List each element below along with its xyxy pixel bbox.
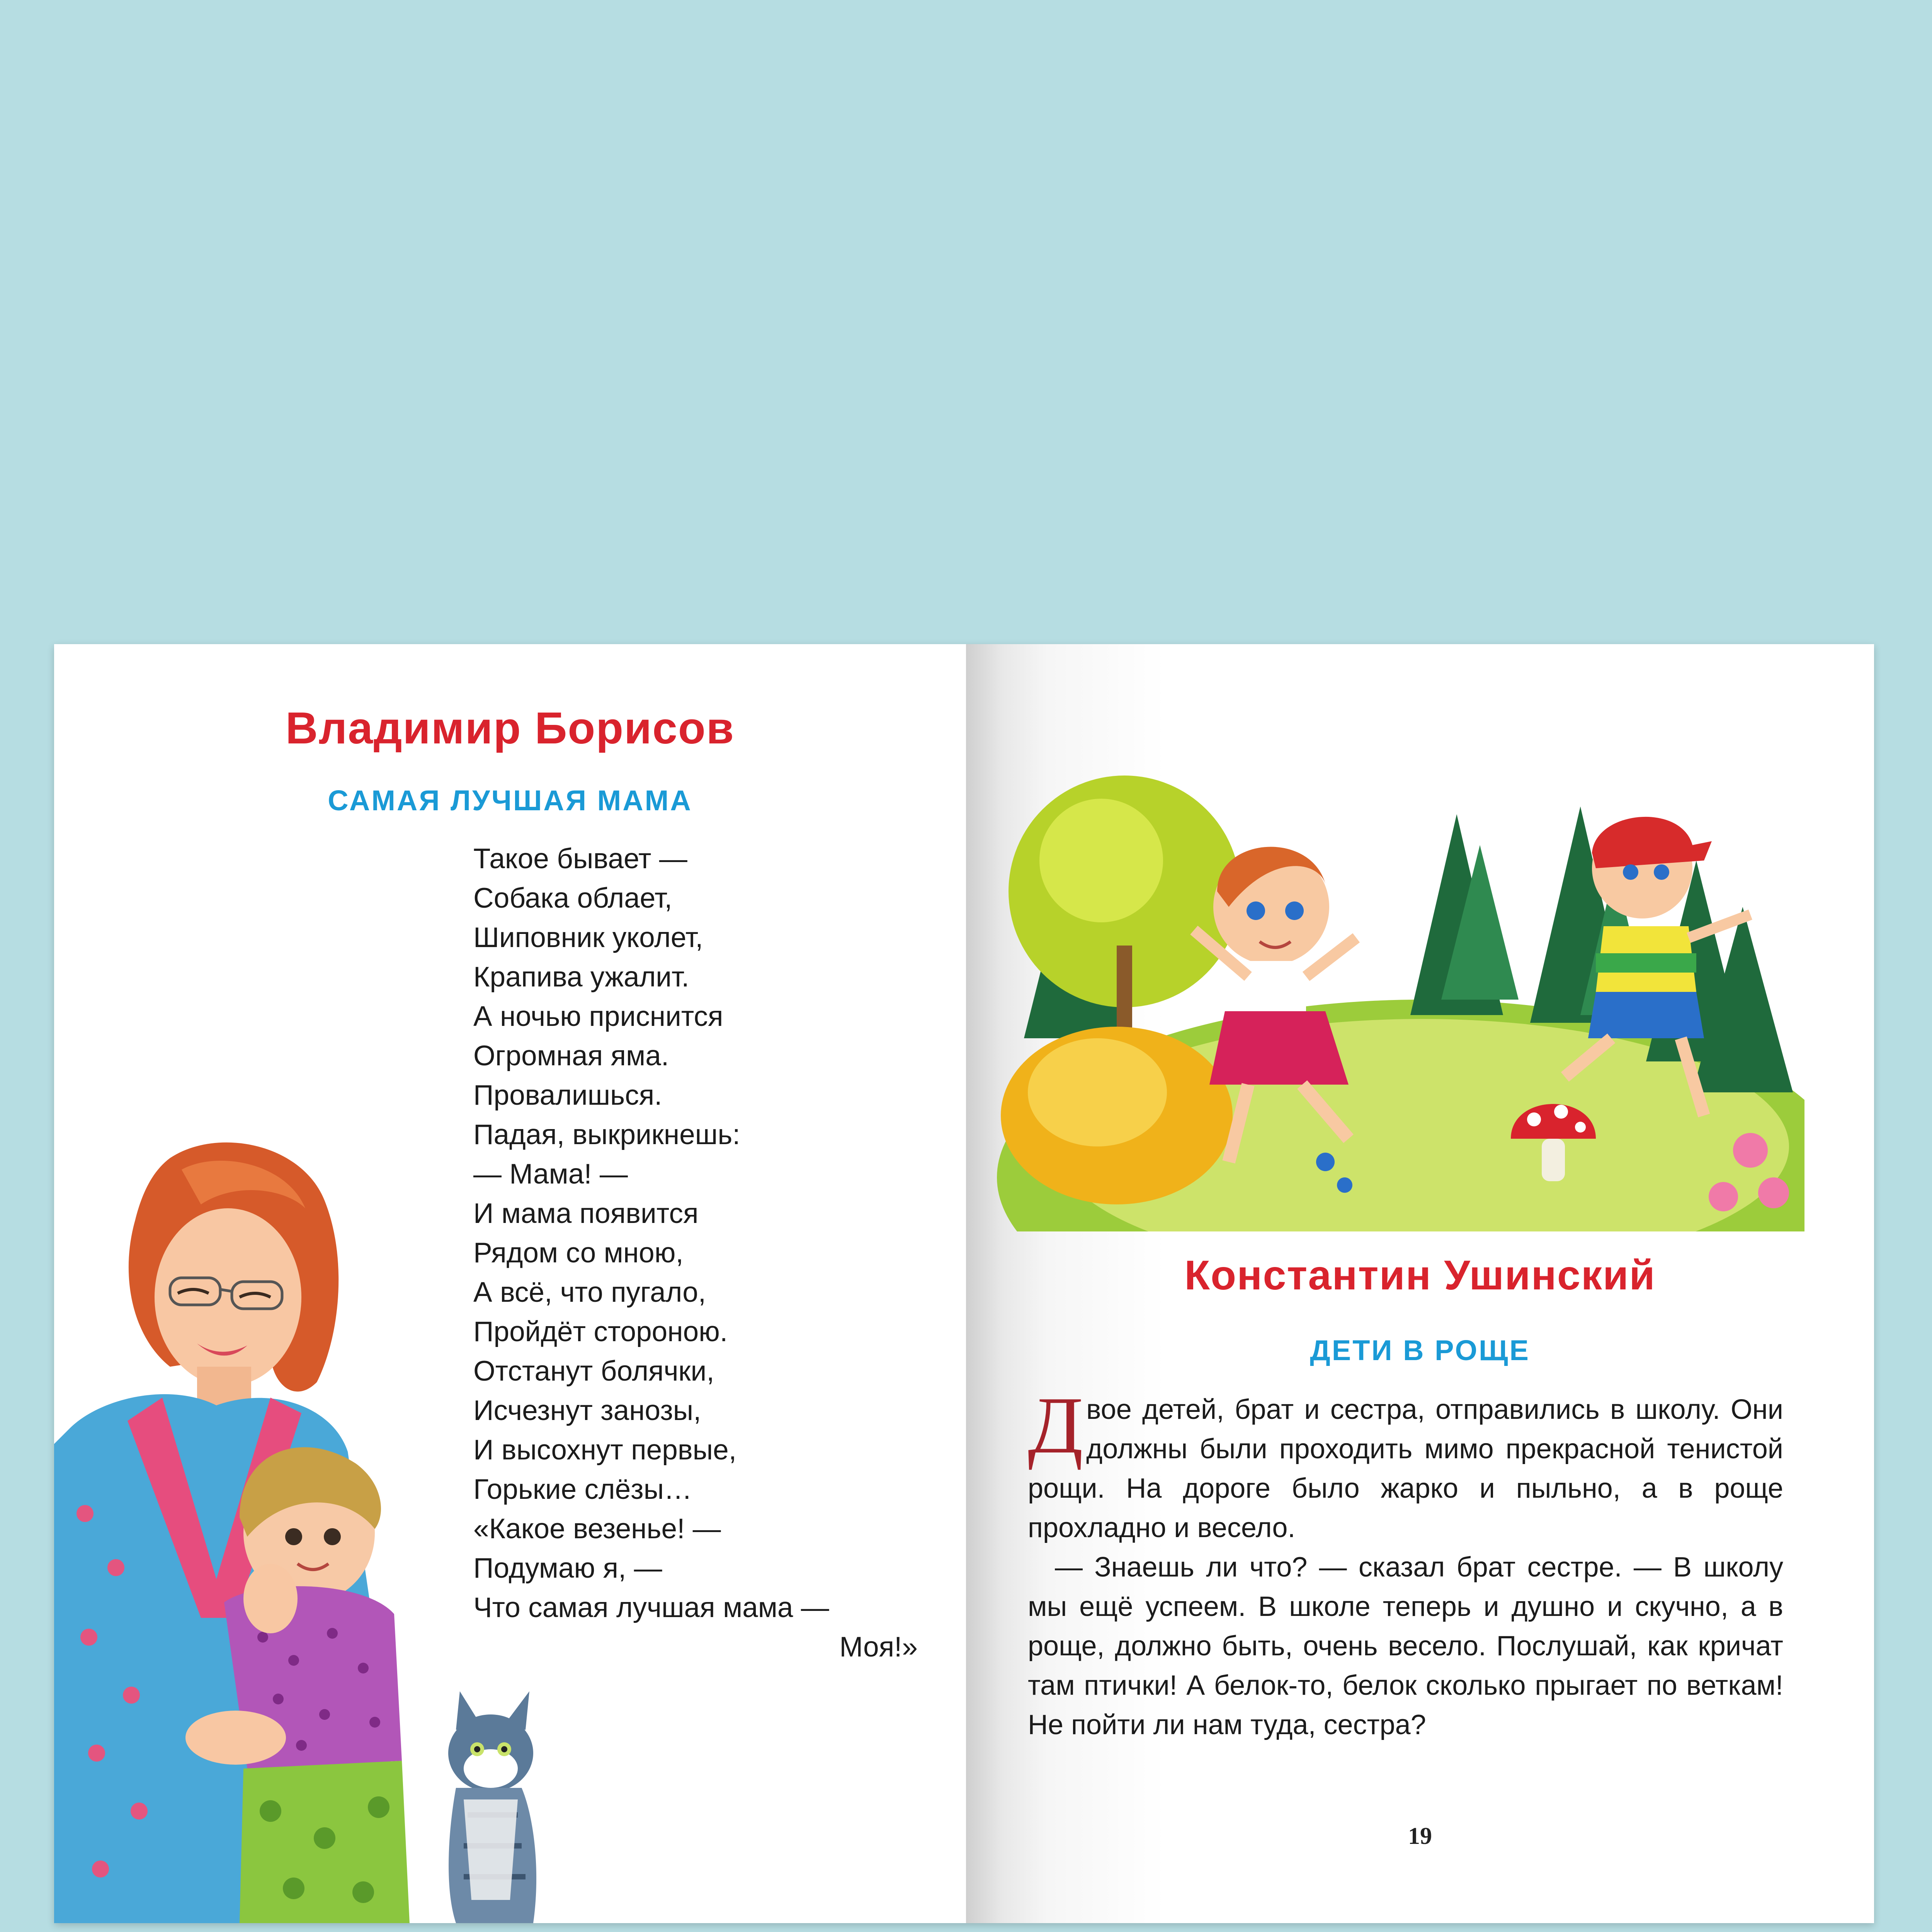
poem-line: Что самая лучшая мама — [473, 1592, 829, 1623]
poem-line: Такое бывает — [473, 843, 687, 874]
poem-line: Исчезнут занозы, [473, 1395, 701, 1426]
mother-child-cat-illustration [54, 1135, 541, 1923]
story-paragraph [1028, 1381, 1783, 1548]
right-story-title: ДЕТИ В РОЩЕ [1310, 1334, 1530, 1366]
poem-line: И мама появится [473, 1198, 699, 1229]
children-in-grove-illustration [978, 745, 1804, 1231]
page-number: 19 [1408, 1823, 1432, 1849]
poem-line: Огромная яма. [473, 1040, 669, 1071]
poem-line: Отстанут болячки, [473, 1355, 714, 1387]
right-author-heading: Константин Ушинский [1184, 1252, 1656, 1298]
left-poem-title: САМАЯ ЛУЧШАЯ МАМА [328, 784, 692, 816]
poem-line: Собака облает, [473, 883, 672, 914]
story-text [1028, 1381, 1783, 1745]
poem-line: Горькие слёзы… [473, 1474, 692, 1505]
poem-line: Подумаю я, — [473, 1553, 662, 1584]
book-spread [54, 644, 1874, 1923]
poem-line: А ночью приснится [473, 1001, 723, 1032]
left-author-heading: Владимир Борисов [285, 703, 735, 753]
story-paragraph: — Знаешь ли что? — сказал брат сестре. — В школу мы ещё успеем. В школе теперь и душно и скучно, а в роще, должно быть, очень весело. Послушай, как кричат там птички! А белок-то, белок сколько прыгает по веткам! Не пойти ли нам туда, сестра? [1028, 1552, 1783, 1740]
paragraph-text: вое детей, брат и сестра, отправились в школу. Они должны были проходить мимо прекрасной тенистой рощи. На дороге было жарко и пыльно, а в роще прохладно и весело. [1028, 1394, 1783, 1543]
poem-line: Падая, выкрикнешь: [473, 1119, 740, 1150]
poem-line: Шиповник уколет, [473, 922, 703, 953]
poem-line: И высохнут первые, [473, 1434, 736, 1466]
poem-line: — Мама! — [473, 1158, 628, 1190]
poem-line: А всё, что пугало, [473, 1277, 706, 1308]
drop-cap-letter: Д [1028, 1381, 1083, 1470]
poem-line: Крапива ужалит. [473, 961, 689, 993]
poem-line: Пройдёт стороною. [473, 1316, 728, 1347]
right-page [966, 644, 1874, 1923]
poem-line: Рядом со мною, [473, 1237, 684, 1269]
poem-line: Моя!» [839, 1631, 918, 1663]
poem-line: «Какое везенье! — [473, 1513, 721, 1544]
poem-line: Провалишься. [473, 1080, 662, 1111]
left-page [54, 644, 966, 1923]
